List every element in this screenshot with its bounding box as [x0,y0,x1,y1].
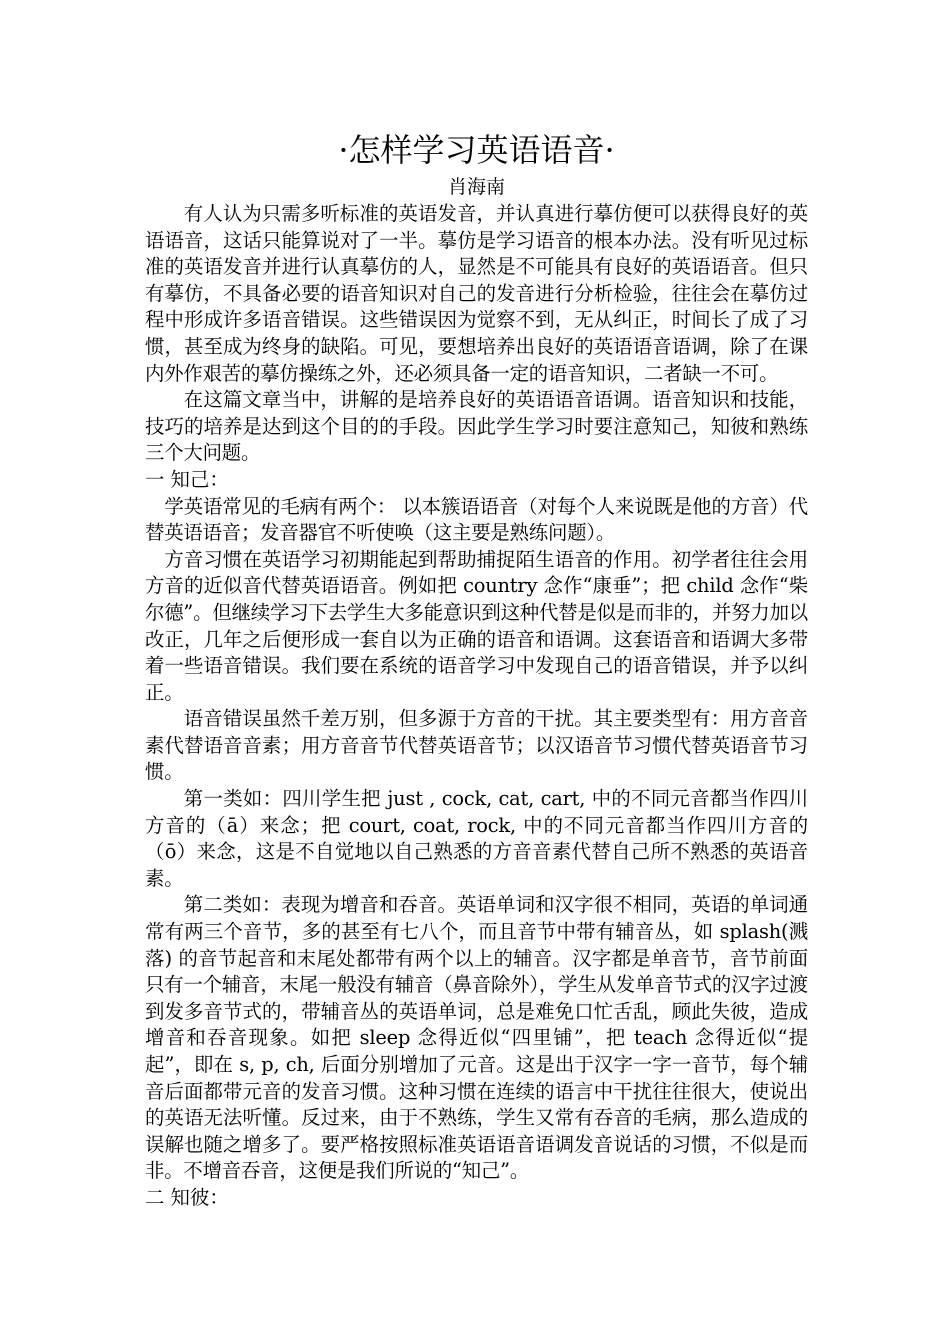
section1-paragraph-5: 第二类如：表现为增音和吞音。英语单词和汉字很不相同，英语的单词通常有两三个音节，多的甚至有七八个，而且音节中带有辅音丛，如 splash(溅落) 的音节起音和末尾处都带有两个以上的辅音。汉字都是单音节，音节前面只有一个辅音，末尾一般没有辅音（鼻音除外），学生从发单音节式的汉字过渡到发多音节式的，带辅音丛的英语单词，总是难免口忙舌乱，顾此失彼，造成增音和吞音现象。如把 sleep 念得近似“四里铺”，把 teach 念得近似“提起”，即在 s, p, ch, 后面分别增加了元音。这是出于汉字一字一音节，每个辅音后面都带元音的发音习惯。这种习惯在连续的语言中干扰往往很大，使说出的英语无法听懂。反过来，由于不熟练，学生又常有吞音的毛病，那么造成的误解也随之增多了。要严格按照标准英语语音语调发音说话的习惯，不似是而非。不增音吞音，这便是我们所说的“知己”。 [145,893,808,1183]
section1-paragraph-1: 学英语常见的毛病有两个： 以本簇语语音（对每个人来说既是他的方音）代替英语语音；发音器官不听使唤（这主要是熟练问题）。 [145,494,808,545]
section1-paragraph-2: 方音习惯在英语学习初期能起到帮助捕捉陌生语音的作用。初学者往往会用方音的近似音代替英语语音。例如把 country 念作“康垂”；把 child 念作“柴尔德”。但继续学习下去学生大多能意识到这种代替是似是而非的，并努力加以改正，几年之后便形成一套自以为正确的语音和语调。这套语音和语调大多带着一些语音错误。我们要在系统的语音学习中发现自己的语音错误，并予以纠正。 [145,547,808,704]
section-heading-zhibi: 二 知彼： [145,1185,229,1209]
intro-paragraph-1: 有人认为只需多听标准的英语发音，并认真进行摹仿便可以获得良好的英语语音，这话只能算说对了一半。摹仿是学习语音的根本办法。没有听见过标准的英语发音并进行认真摹仿的人，显然是不可能具有良好的英语语音。但只有摹仿，不具备必要的语音知识对自己的发音进行分析检验，往往会在摹仿过程中形成许多语音错误。这些错误因为觉察不到，无从纠正，时间长了成了习惯，甚至成为终身的缺陷。可见，要想培养出良好的英语语音语调，除了在课内外作艰苦的摹仿操练之外，还必须具备一定的语音知识，二者缺一不可。 [145,202,808,385]
section1-paragraph-3: 语音错误虽然千差万别，但多源于方音的干扰。其主要类型有：用方音音素代替语音音素；用方音音节代替英语音节；以汉语音节习惯代替英语音节习惯。 [145,707,808,784]
intro-paragraph-2: 在这篇文章当中，讲解的是培养良好的英语语音语调。语音知识和技能，技巧的培养是达到这个目的的手段。因此学生学习时要注意知己，知彼和熟练三个大问题。 [145,388,808,465]
document-author: 肖海南 [447,176,505,198]
document-title: ·怎样学习英语语音· [338,131,615,169]
section1-paragraph-4: 第一类如：四川学生把 just , cock, cat, cart, 中的不同元音都当作四川方音的（ā）来念；把 court, coat, rock, 中的不同元音都当作四川方音的（ō）来念，这是不自觉地以自己熟悉的方音音素代替自己所不熟悉的英语音素。 [145,787,808,890]
section-heading-zhiji: 一 知己： [145,467,229,491]
document-page [145,128,808,1212]
